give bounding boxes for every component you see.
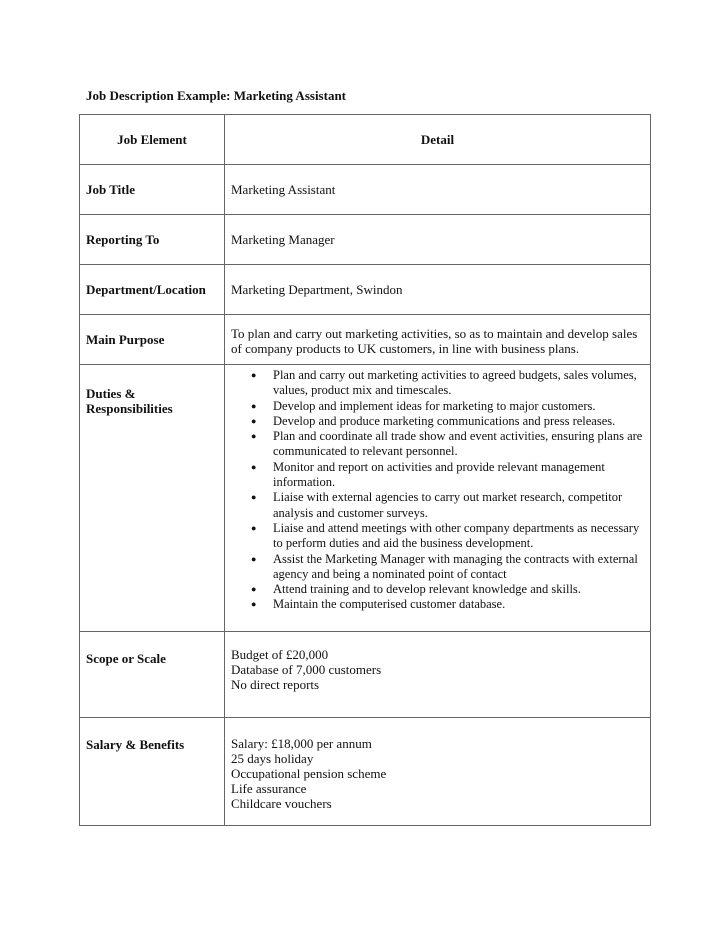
job-title-label: Job Title (80, 165, 225, 215)
list-item-text: Develop and produce marketing communications and press releases. (273, 413, 616, 428)
job-title-value: Marketing Assistant (225, 165, 651, 215)
reporting-to-label: Reporting To (80, 215, 225, 265)
table-row-duties (80, 365, 651, 632)
duties-label (80, 365, 225, 632)
list-item-text: Develop and implement ideas for marketing to major customers. (273, 398, 596, 413)
scope-line: Database of 7,000 customers (231, 662, 382, 677)
main-purpose-line: To plan and carry out marketing activities, so as to maintain and develop sales (231, 326, 638, 341)
table-row-job-title (80, 165, 651, 215)
list-item (251, 398, 644, 414)
list-item (251, 429, 644, 460)
scope-line: No direct reports (231, 677, 320, 692)
department-value: Marketing Department, Swindon (225, 265, 651, 315)
salary-line: Salary: £18,000 per annum (231, 736, 372, 751)
department-label: Department/Location (80, 265, 225, 315)
main-purpose-line: of company products to UK customers, in line with business plans. (231, 341, 580, 356)
header-detail: Detail (225, 115, 651, 165)
table-row-reporting-to (80, 215, 651, 265)
list-item-text: Assist the Marketing Manager with managing the contracts with external agency and being a nominated point of contact (273, 551, 638, 581)
duties-label-line: Responsibilities (86, 401, 173, 416)
salary-value (225, 718, 651, 826)
table-row-main-purpose (80, 315, 651, 365)
salary-line: Occupational pension scheme (231, 766, 387, 781)
list-item-text: Monitor and report on activities and provide relevant management information. (273, 459, 605, 490)
document-title: Job Description Example: Marketing Assistant (86, 88, 346, 103)
list-item-text: Maintain the computerised customer database. (273, 597, 506, 612)
bullet-icon: ● (251, 431, 257, 442)
scope-value (225, 632, 651, 718)
bullet-icon: ● (251, 553, 257, 564)
list-item-text: Attend training and to develop relevant knowledge and skills. (273, 582, 581, 597)
bullet-icon: ● (251, 415, 257, 426)
list-item-text: Plan and carry out marketing activities to agreed budgets, sales volumes, values, product mix and timescales. (273, 368, 637, 398)
list-item (251, 582, 644, 597)
table-row-department (80, 265, 651, 315)
bullet-icon: ● (251, 461, 257, 472)
list-item (251, 551, 644, 583)
salary-line: Life assurance (231, 781, 307, 796)
bullet-icon: ● (251, 370, 257, 380)
bullet-icon: ● (251, 522, 257, 533)
duties-label-line: Duties & (86, 386, 136, 401)
list-item-text: Plan and coordinate all trade show and event activities, ensuring plans are communicated to relevant personnel. (273, 429, 643, 459)
list-item (251, 368, 644, 399)
main-purpose-value (225, 315, 651, 365)
duties-list (231, 368, 644, 613)
bullet-icon: ● (251, 584, 257, 595)
list-item-text: Liaise with external agencies to carry out market research, competitor analysis and customer surveys. (273, 490, 623, 520)
list-item (251, 520, 644, 552)
main-purpose-label: Main Purpose (80, 315, 225, 365)
job-description-table (79, 114, 651, 826)
list-item (251, 597, 644, 612)
scope-line: Budget of £20,000 (231, 647, 329, 662)
duties-value (225, 365, 651, 632)
list-item-text: Liaise and attend meetings with other company departments as necessary to perform duties and aid the business development. (273, 520, 640, 551)
list-item (251, 490, 644, 521)
list-item (251, 459, 644, 491)
header-job-element: Job Element (80, 115, 225, 165)
salary-label: Salary & Benefits (80, 718, 225, 826)
bullet-icon: ● (251, 400, 257, 411)
table-row-scope (80, 632, 651, 718)
list-item (251, 413, 644, 429)
table-header-row (80, 115, 651, 165)
reporting-to-value: Marketing Manager (225, 215, 651, 265)
bullet-icon: ● (251, 599, 257, 610)
salary-line: Childcare vouchers (231, 796, 332, 811)
scope-label: Scope or Scale (80, 632, 225, 718)
bullet-icon: ● (251, 492, 257, 503)
salary-line: 25 days holiday (231, 751, 314, 766)
table-row-salary (80, 718, 651, 826)
